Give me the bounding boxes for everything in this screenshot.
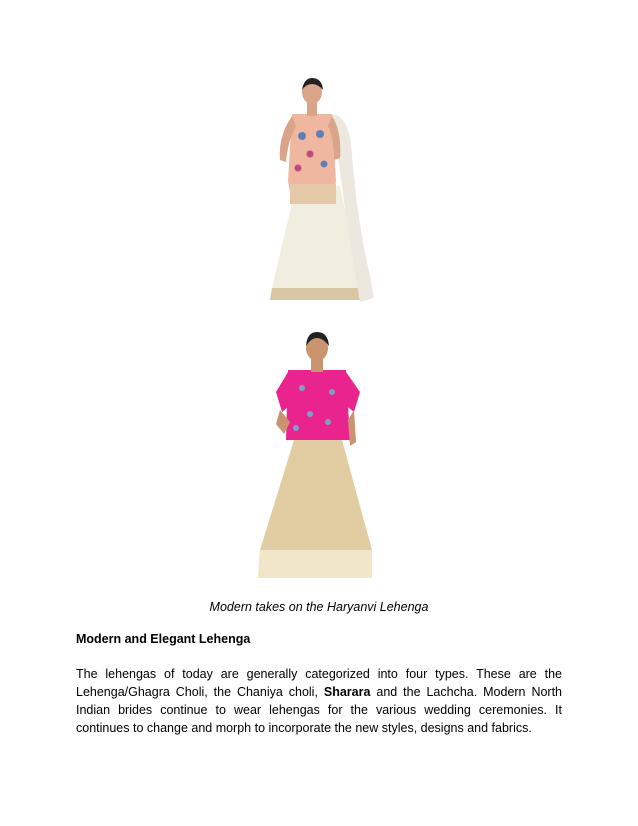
paragraph-text-part-1: The lehengas of today are generally categorized into four types. These are the Lehenga/Ghagra Choli, the Chaniya choli, [76, 667, 562, 699]
figure-caption: Modern takes on the Haryanvi Lehenga [209, 600, 429, 614]
lehenga-photo-2-illustration [250, 328, 382, 582]
lehenga-photo-1 [262, 76, 377, 308]
paragraph-bold-term: Sharara [323, 685, 371, 699]
section-heading: Modern and Elegant Lehenga [76, 632, 251, 646]
lehenga-photo-2 [250, 328, 382, 582]
paragraph-text-part-2: and the Lachcha. Modern North Indian brides continue to wear lehengas for the various wedding ceremonies. It continues to change and morph to incorporate the new styles, designs and fabrics. [76, 685, 563, 735]
body-paragraph [76, 665, 562, 737]
lehenga-photo-1-illustration [262, 76, 377, 308]
